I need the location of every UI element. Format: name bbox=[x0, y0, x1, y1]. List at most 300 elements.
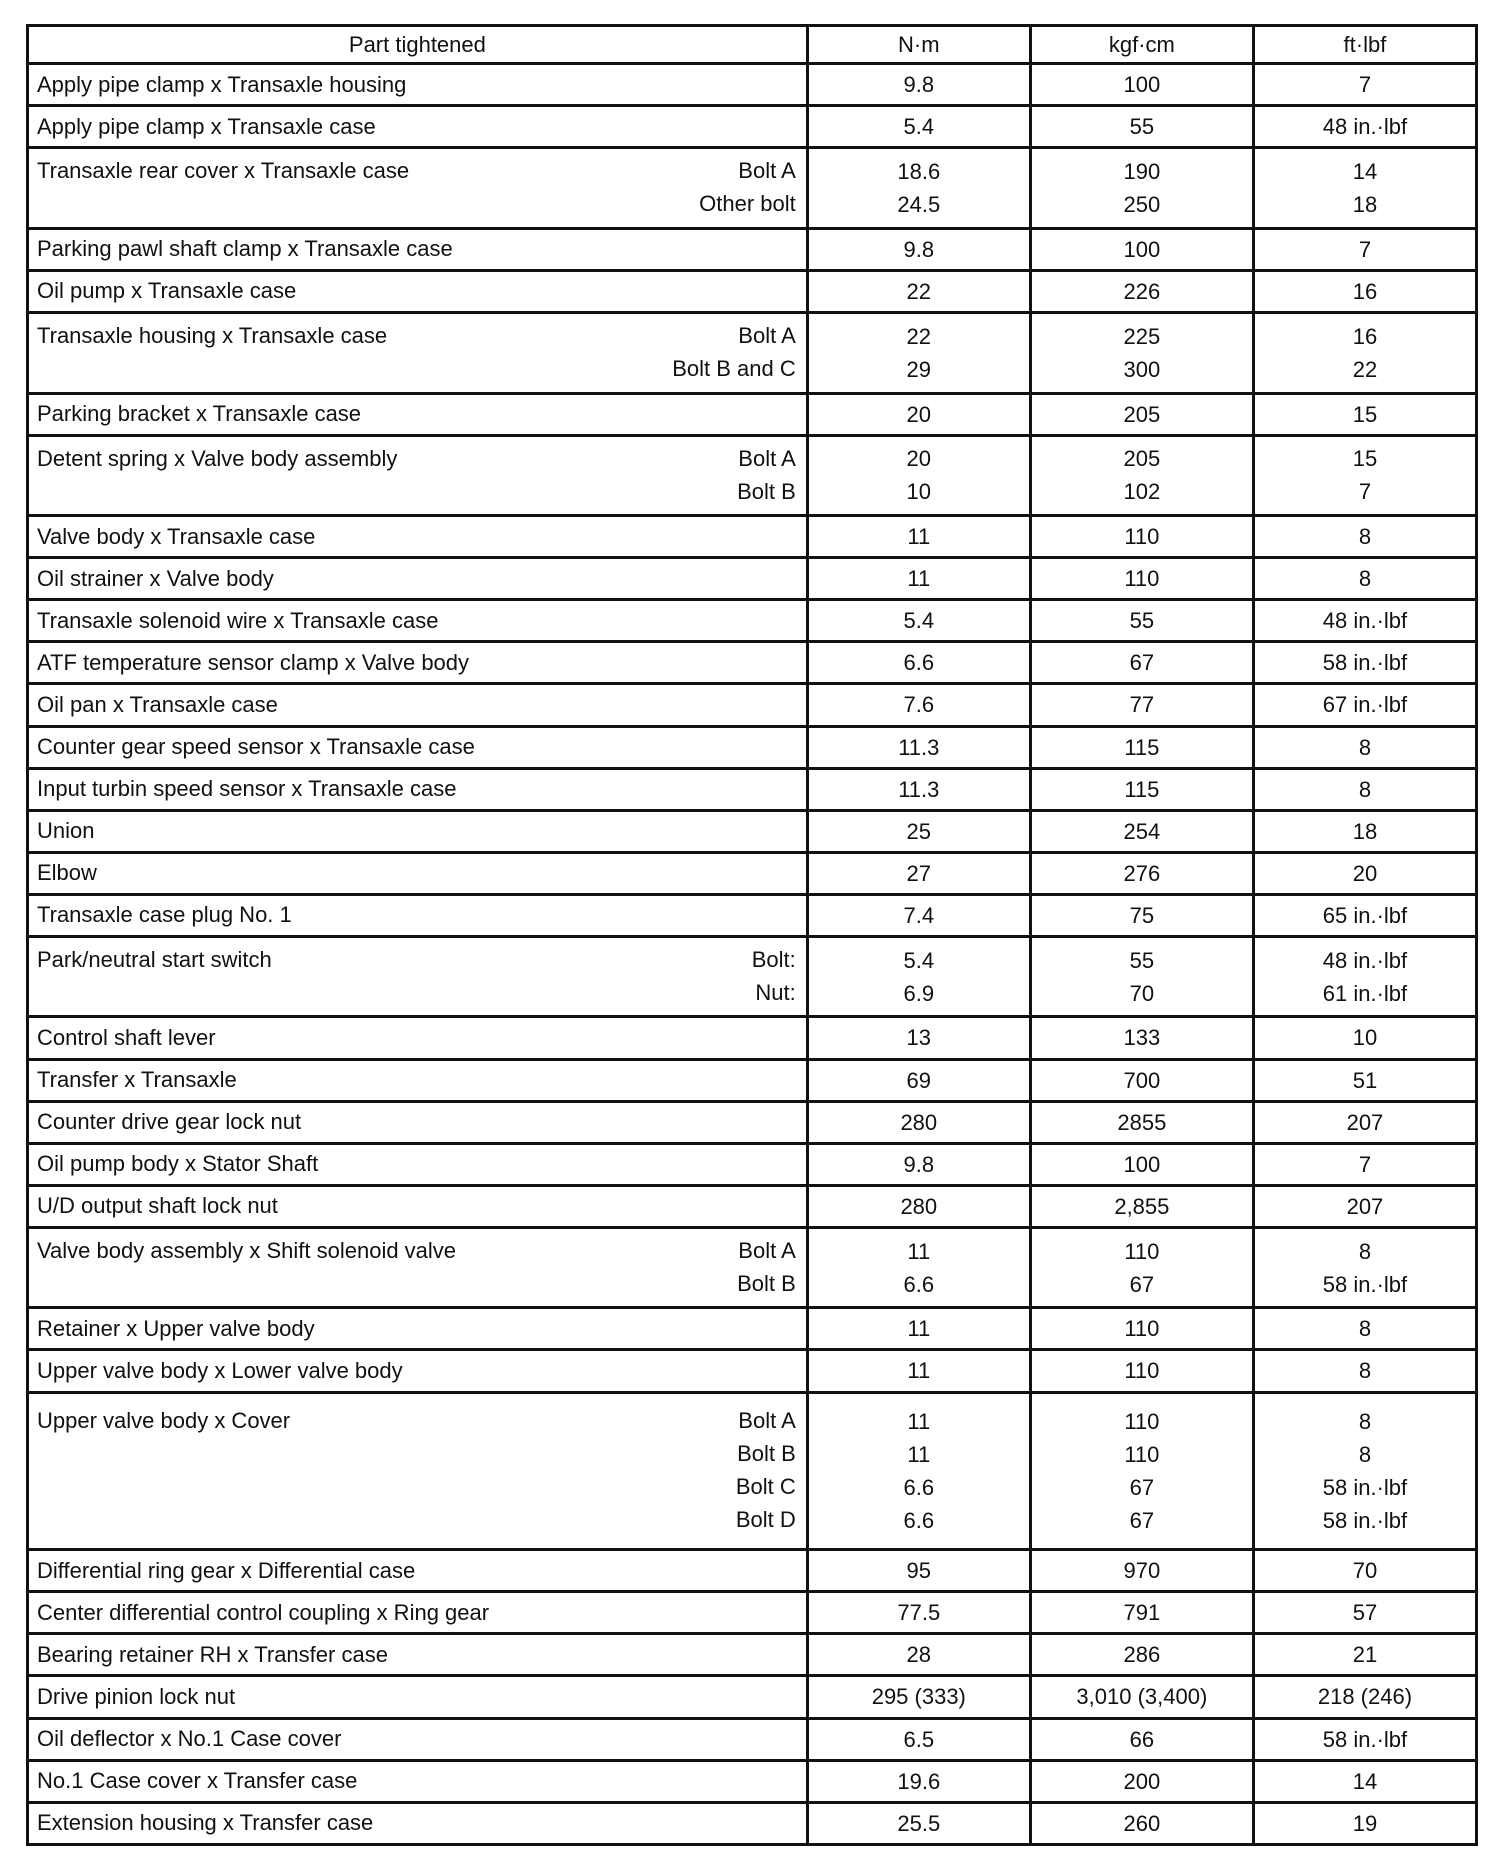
table-row bbox=[28, 228, 1477, 270]
ft-lbf-value-cell bbox=[1253, 1676, 1476, 1718]
newton-meter-value-cell bbox=[807, 1017, 1030, 1059]
part-cell bbox=[28, 684, 808, 726]
ft-lbf-value: 15 bbox=[1352, 446, 1378, 472]
kgf-cm-value: 226 bbox=[1123, 278, 1161, 304]
newton-meter-value: 24.5 bbox=[897, 191, 941, 217]
newton-meter-value-cell bbox=[807, 1718, 1030, 1760]
ft-lbf-value: 7 bbox=[1358, 236, 1372, 262]
header-newton-meter: N·m bbox=[807, 26, 1030, 64]
table-row bbox=[28, 726, 1477, 768]
ft-lbf-value: 65 in.·lbf bbox=[1322, 902, 1408, 928]
kgf-cm-value: 225 bbox=[1123, 323, 1161, 349]
part-name: Transfer x Transaxle bbox=[37, 1067, 237, 1093]
part-line bbox=[37, 442, 796, 475]
newton-meter-value-cell bbox=[807, 148, 1030, 229]
part-line bbox=[37, 68, 796, 101]
table-row bbox=[28, 600, 1477, 642]
part-cell bbox=[28, 270, 808, 312]
ft-lbf-value: 18 bbox=[1352, 818, 1378, 844]
ft-lbf-value: 14 bbox=[1352, 158, 1378, 184]
ft-lbf-value: 22 bbox=[1352, 356, 1378, 382]
kgf-cm-value-cell bbox=[1030, 516, 1253, 558]
kgf-cm-value-cell bbox=[1030, 894, 1253, 936]
newton-meter-value-cell bbox=[807, 1550, 1030, 1592]
table-row bbox=[28, 1308, 1477, 1350]
ft-lbf-value: 61 in.·lbf bbox=[1322, 980, 1408, 1006]
kgf-cm-value: 55 bbox=[1129, 947, 1155, 973]
newton-meter-value: 18.6 bbox=[897, 158, 941, 184]
ft-lbf-value-cell bbox=[1253, 1308, 1476, 1350]
part-line bbox=[37, 1680, 796, 1713]
part-name: Oil pump body x Stator Shaft bbox=[37, 1151, 319, 1177]
ft-lbf-value: 8 bbox=[1358, 734, 1372, 760]
kgf-cm-value: 260 bbox=[1123, 1810, 1161, 1836]
newton-meter-value-cell bbox=[807, 228, 1030, 270]
part-line bbox=[37, 604, 796, 637]
part-cell bbox=[28, 1308, 808, 1350]
newton-meter-value: 77.5 bbox=[897, 1600, 941, 1626]
kgf-cm-value-cell bbox=[1030, 1350, 1253, 1392]
part-name: Transaxle case plug No. 1 bbox=[37, 902, 292, 928]
part-cell bbox=[28, 393, 808, 435]
newton-meter-value-cell bbox=[807, 684, 1030, 726]
ft-lbf-value: 7 bbox=[1358, 1151, 1372, 1177]
bolt-label: Bolt B bbox=[737, 478, 796, 504]
kgf-cm-value-cell bbox=[1030, 435, 1253, 516]
ft-lbf-value: 15 bbox=[1352, 401, 1378, 427]
part-cell bbox=[28, 642, 808, 684]
part-cell bbox=[28, 1185, 808, 1227]
part-name: Detent spring x Valve body assembly bbox=[37, 445, 398, 471]
ft-lbf-value: 207 bbox=[1346, 1109, 1384, 1135]
bolt-label: Bolt B and C bbox=[672, 356, 796, 382]
ft-lbf-value-cell bbox=[1253, 1143, 1476, 1185]
part-cell bbox=[28, 1101, 808, 1143]
ft-lbf-value: 7 bbox=[1358, 479, 1372, 505]
newton-meter-value-cell bbox=[807, 558, 1030, 600]
part-cell bbox=[28, 1143, 808, 1185]
part-name: Input turbin speed sensor x Transaxle case bbox=[37, 776, 457, 802]
ft-lbf-value: 218 (246) bbox=[1317, 1684, 1413, 1710]
ft-lbf-value: 18 bbox=[1352, 191, 1378, 217]
table-row bbox=[28, 435, 1477, 516]
bolt-label: Other bolt bbox=[699, 191, 796, 217]
part-cell bbox=[28, 148, 808, 229]
newton-meter-value-cell bbox=[807, 64, 1030, 106]
part-line bbox=[37, 1638, 796, 1671]
part-name: Union bbox=[37, 818, 95, 844]
table-row bbox=[28, 936, 1477, 1017]
part-name: Upper valve body x Cover bbox=[37, 1408, 291, 1434]
part-line bbox=[37, 731, 796, 764]
ft-lbf-value: 8 bbox=[1358, 1408, 1372, 1434]
table-row bbox=[28, 1350, 1477, 1392]
ft-lbf-value: 8 bbox=[1358, 1316, 1372, 1342]
part-line bbox=[37, 1765, 796, 1798]
newton-meter-value-cell bbox=[807, 1143, 1030, 1185]
part-name: Transaxle solenoid wire x Transaxle case bbox=[37, 607, 439, 633]
part-line bbox=[37, 1438, 796, 1471]
newton-meter-value: 28 bbox=[906, 1642, 932, 1668]
kgf-cm-value-cell bbox=[1030, 64, 1253, 106]
ft-lbf-value-cell bbox=[1253, 684, 1476, 726]
part-line bbox=[37, 1354, 796, 1387]
part-cell bbox=[28, 810, 808, 852]
table-row bbox=[28, 642, 1477, 684]
ft-lbf-value-cell bbox=[1253, 558, 1476, 600]
part-name: ATF temperature sensor clamp x Valve body bbox=[37, 649, 470, 675]
newton-meter-value: 11 bbox=[907, 524, 931, 550]
part-line bbox=[37, 520, 796, 553]
part-line bbox=[37, 1723, 796, 1756]
ft-lbf-value: 10 bbox=[1352, 1025, 1378, 1051]
part-line bbox=[37, 398, 796, 431]
newton-meter-value: 19.6 bbox=[897, 1768, 941, 1794]
part-line bbox=[37, 155, 796, 188]
kgf-cm-value: 67 bbox=[1129, 1474, 1155, 1500]
newton-meter-value: 280 bbox=[900, 1193, 938, 1219]
part-name: Center differential control coupling x Ring gear bbox=[37, 1599, 490, 1625]
kgf-cm-value: 110 bbox=[1124, 524, 1160, 550]
ft-lbf-value-cell bbox=[1253, 1392, 1476, 1550]
ft-lbf-value: 19 bbox=[1352, 1810, 1378, 1836]
table-row bbox=[28, 1143, 1477, 1185]
table-row bbox=[28, 852, 1477, 894]
newton-meter-value: 27 bbox=[906, 860, 932, 886]
ft-lbf-value: 8 bbox=[1358, 1441, 1372, 1467]
part-line bbox=[37, 815, 796, 848]
ft-lbf-value-cell bbox=[1253, 393, 1476, 435]
ft-lbf-value-cell bbox=[1253, 1634, 1476, 1676]
table-row bbox=[28, 1676, 1477, 1718]
part-line bbox=[37, 188, 796, 221]
kgf-cm-value: 100 bbox=[1123, 1151, 1161, 1177]
part-cell bbox=[28, 1802, 808, 1844]
kgf-cm-value: 970 bbox=[1123, 1558, 1161, 1584]
newton-meter-value-cell bbox=[807, 1760, 1030, 1802]
kgf-cm-value-cell bbox=[1030, 1227, 1253, 1308]
part-line bbox=[37, 353, 796, 386]
kgf-cm-value-cell bbox=[1030, 1760, 1253, 1802]
newton-meter-value: 22 bbox=[906, 278, 932, 304]
kgf-cm-value: 110 bbox=[1124, 566, 1160, 592]
kgf-cm-value-cell bbox=[1030, 148, 1253, 229]
newton-meter-value-cell bbox=[807, 1101, 1030, 1143]
table-row bbox=[28, 1227, 1477, 1308]
part-cell bbox=[28, 312, 808, 393]
table-row bbox=[28, 894, 1477, 936]
part-line bbox=[37, 899, 796, 932]
kgf-cm-value: 2,855 bbox=[1114, 1193, 1170, 1219]
kgf-cm-value: 205 bbox=[1123, 401, 1161, 427]
part-name: Oil pump x Transaxle case bbox=[37, 278, 297, 304]
part-name: Transaxle rear cover x Transaxle case bbox=[37, 158, 410, 184]
part-name: U/D output shaft lock nut bbox=[37, 1193, 278, 1219]
ft-lbf-value: 8 bbox=[1358, 1358, 1372, 1384]
part-line bbox=[37, 1807, 796, 1840]
kgf-cm-value: 254 bbox=[1123, 818, 1161, 844]
kgf-cm-value-cell bbox=[1030, 270, 1253, 312]
ft-lbf-value: 207 bbox=[1346, 1193, 1384, 1219]
table-row bbox=[28, 312, 1477, 393]
ft-lbf-value-cell bbox=[1253, 516, 1476, 558]
ft-lbf-value: 58 in.·lbf bbox=[1322, 650, 1408, 676]
newton-meter-value-cell bbox=[807, 1350, 1030, 1392]
kgf-cm-value-cell bbox=[1030, 852, 1253, 894]
newton-meter-value: 6.6 bbox=[903, 1474, 935, 1500]
part-line bbox=[37, 1148, 796, 1181]
kgf-cm-value-cell bbox=[1030, 1550, 1253, 1592]
newton-meter-value: 7.4 bbox=[903, 902, 935, 928]
table-row bbox=[28, 1101, 1477, 1143]
kgf-cm-value-cell bbox=[1030, 1017, 1253, 1059]
table-row bbox=[28, 1718, 1477, 1760]
table-row bbox=[28, 516, 1477, 558]
kgf-cm-value-cell bbox=[1030, 558, 1253, 600]
newton-meter-value-cell bbox=[807, 393, 1030, 435]
kgf-cm-value: 115 bbox=[1124, 776, 1160, 802]
table-row bbox=[28, 393, 1477, 435]
part-name: Apply pipe clamp x Transaxle housing bbox=[37, 71, 407, 97]
ft-lbf-value-cell bbox=[1253, 894, 1476, 936]
table-row bbox=[28, 768, 1477, 810]
part-cell bbox=[28, 1017, 808, 1059]
newton-meter-value-cell bbox=[807, 852, 1030, 894]
newton-meter-value: 22 bbox=[906, 323, 932, 349]
newton-meter-value-cell bbox=[807, 270, 1030, 312]
newton-meter-value-cell bbox=[807, 435, 1030, 516]
kgf-cm-value: 67 bbox=[1129, 650, 1155, 676]
newton-meter-value-cell bbox=[807, 642, 1030, 684]
bolt-label: Bolt A bbox=[738, 445, 796, 471]
bolt-label: Nut: bbox=[755, 980, 796, 1006]
part-name: Park/neutral start switch bbox=[37, 947, 272, 973]
ft-lbf-value-cell bbox=[1253, 1227, 1476, 1308]
part-line bbox=[37, 1405, 796, 1438]
bolt-label: Bolt A bbox=[738, 323, 796, 349]
part-cell bbox=[28, 600, 808, 642]
newton-meter-value: 6.6 bbox=[903, 650, 935, 676]
kgf-cm-value: 115 bbox=[1124, 734, 1160, 760]
kgf-cm-value: 70 bbox=[1129, 980, 1155, 1006]
kgf-cm-value-cell bbox=[1030, 228, 1253, 270]
header-row bbox=[28, 26, 1477, 64]
part-line bbox=[37, 110, 796, 143]
kgf-cm-value-cell bbox=[1030, 1392, 1253, 1550]
newton-meter-value: 295 (333) bbox=[871, 1684, 966, 1710]
kgf-cm-value: 110 bbox=[1124, 1316, 1160, 1342]
part-line bbox=[37, 1596, 796, 1629]
table-row bbox=[28, 106, 1477, 148]
ft-lbf-value-cell bbox=[1253, 1718, 1476, 1760]
newton-meter-value: 11.3 bbox=[898, 776, 940, 802]
kgf-cm-value: 791 bbox=[1123, 1600, 1161, 1626]
part-name: Transaxle housing x Transaxle case bbox=[37, 323, 388, 349]
newton-meter-value: 11 bbox=[907, 1238, 931, 1264]
part-line bbox=[37, 233, 796, 266]
newton-meter-value: 20 bbox=[906, 446, 932, 472]
ft-lbf-value-cell bbox=[1253, 270, 1476, 312]
part-name: No.1 Case cover x Transfer case bbox=[37, 1768, 358, 1794]
ft-lbf-value-cell bbox=[1253, 64, 1476, 106]
ft-lbf-value-cell bbox=[1253, 768, 1476, 810]
part-cell bbox=[28, 852, 808, 894]
ft-lbf-value: 57 bbox=[1352, 1600, 1378, 1626]
part-name: Valve body x Transaxle case bbox=[37, 523, 316, 549]
part-cell bbox=[28, 1227, 808, 1308]
newton-meter-value-cell bbox=[807, 810, 1030, 852]
kgf-cm-value: 66 bbox=[1129, 1726, 1155, 1752]
ft-lbf-value-cell bbox=[1253, 1101, 1476, 1143]
ft-lbf-value: 8 bbox=[1358, 1238, 1372, 1264]
table-row bbox=[28, 1392, 1477, 1550]
part-cell bbox=[28, 1059, 808, 1101]
ft-lbf-value: 14 bbox=[1352, 1768, 1378, 1794]
kgf-cm-value: 100 bbox=[1123, 72, 1161, 98]
ft-lbf-value-cell bbox=[1253, 1760, 1476, 1802]
kgf-cm-value: 2855 bbox=[1117, 1109, 1167, 1135]
ft-lbf-value: 58 in.·lbf bbox=[1322, 1726, 1408, 1752]
newton-meter-value-cell bbox=[807, 106, 1030, 148]
ft-lbf-value-cell bbox=[1253, 600, 1476, 642]
kgf-cm-value-cell bbox=[1030, 642, 1253, 684]
ft-lbf-value: 21 bbox=[1352, 1642, 1378, 1668]
part-cell bbox=[28, 1634, 808, 1676]
ft-lbf-value-cell bbox=[1253, 810, 1476, 852]
newton-meter-value-cell bbox=[807, 768, 1030, 810]
part-cell bbox=[28, 106, 808, 148]
bolt-label: Bolt B bbox=[737, 1271, 796, 1297]
table-row bbox=[28, 1592, 1477, 1634]
part-line bbox=[37, 1021, 796, 1054]
kgf-cm-value: 3,010 (3,400) bbox=[1076, 1684, 1208, 1710]
newton-meter-value: 9.8 bbox=[903, 72, 935, 98]
table-row bbox=[28, 1185, 1477, 1227]
part-line bbox=[37, 1268, 796, 1301]
newton-meter-value-cell bbox=[807, 936, 1030, 1017]
table-row bbox=[28, 684, 1477, 726]
part-name: Oil strainer x Valve body bbox=[37, 565, 274, 591]
newton-meter-value: 11 bbox=[907, 1408, 931, 1434]
part-cell bbox=[28, 1760, 808, 1802]
newton-meter-value: 5.4 bbox=[903, 608, 935, 634]
kgf-cm-value-cell bbox=[1030, 684, 1253, 726]
part-name: Extension housing x Transfer case bbox=[37, 1810, 374, 1836]
newton-meter-value-cell bbox=[807, 726, 1030, 768]
newton-meter-value: 6.6 bbox=[903, 1271, 935, 1297]
table-row bbox=[28, 1760, 1477, 1802]
part-line bbox=[37, 773, 796, 806]
part-name: Oil pan x Transaxle case bbox=[37, 691, 278, 717]
newton-meter-value-cell bbox=[807, 312, 1030, 393]
part-cell bbox=[28, 1718, 808, 1760]
table-row bbox=[28, 1802, 1477, 1844]
kgf-cm-value: 67 bbox=[1129, 1271, 1155, 1297]
newton-meter-value: 20 bbox=[906, 401, 932, 427]
part-cell bbox=[28, 228, 808, 270]
ft-lbf-value: 7 bbox=[1358, 72, 1372, 98]
part-line bbox=[37, 320, 796, 353]
kgf-cm-value: 75 bbox=[1129, 902, 1155, 928]
part-line bbox=[37, 562, 796, 595]
newton-meter-value-cell bbox=[807, 1802, 1030, 1844]
part-cell bbox=[28, 1676, 808, 1718]
ft-lbf-value-cell bbox=[1253, 1059, 1476, 1101]
ft-lbf-value-cell bbox=[1253, 312, 1476, 393]
part-cell bbox=[28, 726, 808, 768]
table-row bbox=[28, 810, 1477, 852]
bolt-label: Bolt A bbox=[738, 1408, 796, 1434]
part-cell bbox=[28, 1350, 808, 1392]
part-name: Counter gear speed sensor x Transaxle case bbox=[37, 734, 475, 760]
newton-meter-value-cell bbox=[807, 516, 1030, 558]
part-name: Valve body assembly x Shift solenoid valve bbox=[37, 1238, 457, 1264]
part-cell bbox=[28, 1592, 808, 1634]
newton-meter-value-cell bbox=[807, 600, 1030, 642]
kgf-cm-value: 110 bbox=[1124, 1238, 1160, 1264]
kgf-cm-value: 190 bbox=[1123, 158, 1161, 184]
newton-meter-value: 11 bbox=[907, 566, 931, 592]
kgf-cm-value: 205 bbox=[1123, 446, 1161, 472]
table-row bbox=[28, 558, 1477, 600]
part-line bbox=[37, 1554, 796, 1587]
table-row bbox=[28, 64, 1477, 106]
part-name: Bearing retainer RH x Transfer case bbox=[37, 1641, 388, 1667]
ft-lbf-value-cell bbox=[1253, 228, 1476, 270]
bolt-label: Bolt C bbox=[735, 1474, 796, 1500]
newton-meter-value: 9.8 bbox=[903, 1151, 935, 1177]
part-name: Parking bracket x Transaxle case bbox=[37, 401, 362, 427]
part-cell bbox=[28, 894, 808, 936]
ft-lbf-value-cell bbox=[1253, 435, 1476, 516]
ft-lbf-value-cell bbox=[1253, 1802, 1476, 1844]
header-ft-lbf: ft·lbf bbox=[1253, 26, 1476, 64]
kgf-cm-value-cell bbox=[1030, 1185, 1253, 1227]
ft-lbf-value: 70 bbox=[1352, 1558, 1378, 1584]
part-cell bbox=[28, 1392, 808, 1550]
kgf-cm-value-cell bbox=[1030, 1802, 1253, 1844]
part-cell bbox=[28, 435, 808, 516]
kgf-cm-value-cell bbox=[1030, 393, 1253, 435]
ft-lbf-value-cell bbox=[1253, 1592, 1476, 1634]
newton-meter-value: 25.5 bbox=[897, 1810, 941, 1836]
part-name: Differential ring gear x Differential case bbox=[37, 1557, 416, 1583]
newton-meter-value-cell bbox=[807, 1392, 1030, 1550]
newton-meter-value: 280 bbox=[900, 1109, 938, 1135]
ft-lbf-value: 48 in.·lbf bbox=[1322, 114, 1408, 140]
part-line bbox=[37, 1190, 796, 1223]
table-row bbox=[28, 1059, 1477, 1101]
ft-lbf-value-cell bbox=[1253, 936, 1476, 1017]
ft-lbf-value-cell bbox=[1253, 1017, 1476, 1059]
newton-meter-value: 6.5 bbox=[903, 1726, 935, 1752]
kgf-cm-value: 110 bbox=[1124, 1441, 1160, 1467]
newton-meter-value: 25 bbox=[906, 818, 932, 844]
part-line bbox=[37, 1064, 796, 1097]
bolt-label: Bolt B bbox=[737, 1441, 796, 1467]
part-name: Counter drive gear lock nut bbox=[37, 1109, 302, 1135]
newton-meter-value-cell bbox=[807, 1634, 1030, 1676]
ft-lbf-value: 8 bbox=[1358, 776, 1372, 802]
kgf-cm-value-cell bbox=[1030, 600, 1253, 642]
ft-lbf-value-cell bbox=[1253, 642, 1476, 684]
bolt-label: Bolt A bbox=[738, 158, 796, 184]
part-line bbox=[37, 1504, 796, 1537]
ft-lbf-value: 20 bbox=[1352, 860, 1378, 886]
part-line bbox=[37, 475, 796, 508]
part-name: Drive pinion lock nut bbox=[37, 1683, 236, 1709]
kgf-cm-value-cell bbox=[1030, 1059, 1253, 1101]
